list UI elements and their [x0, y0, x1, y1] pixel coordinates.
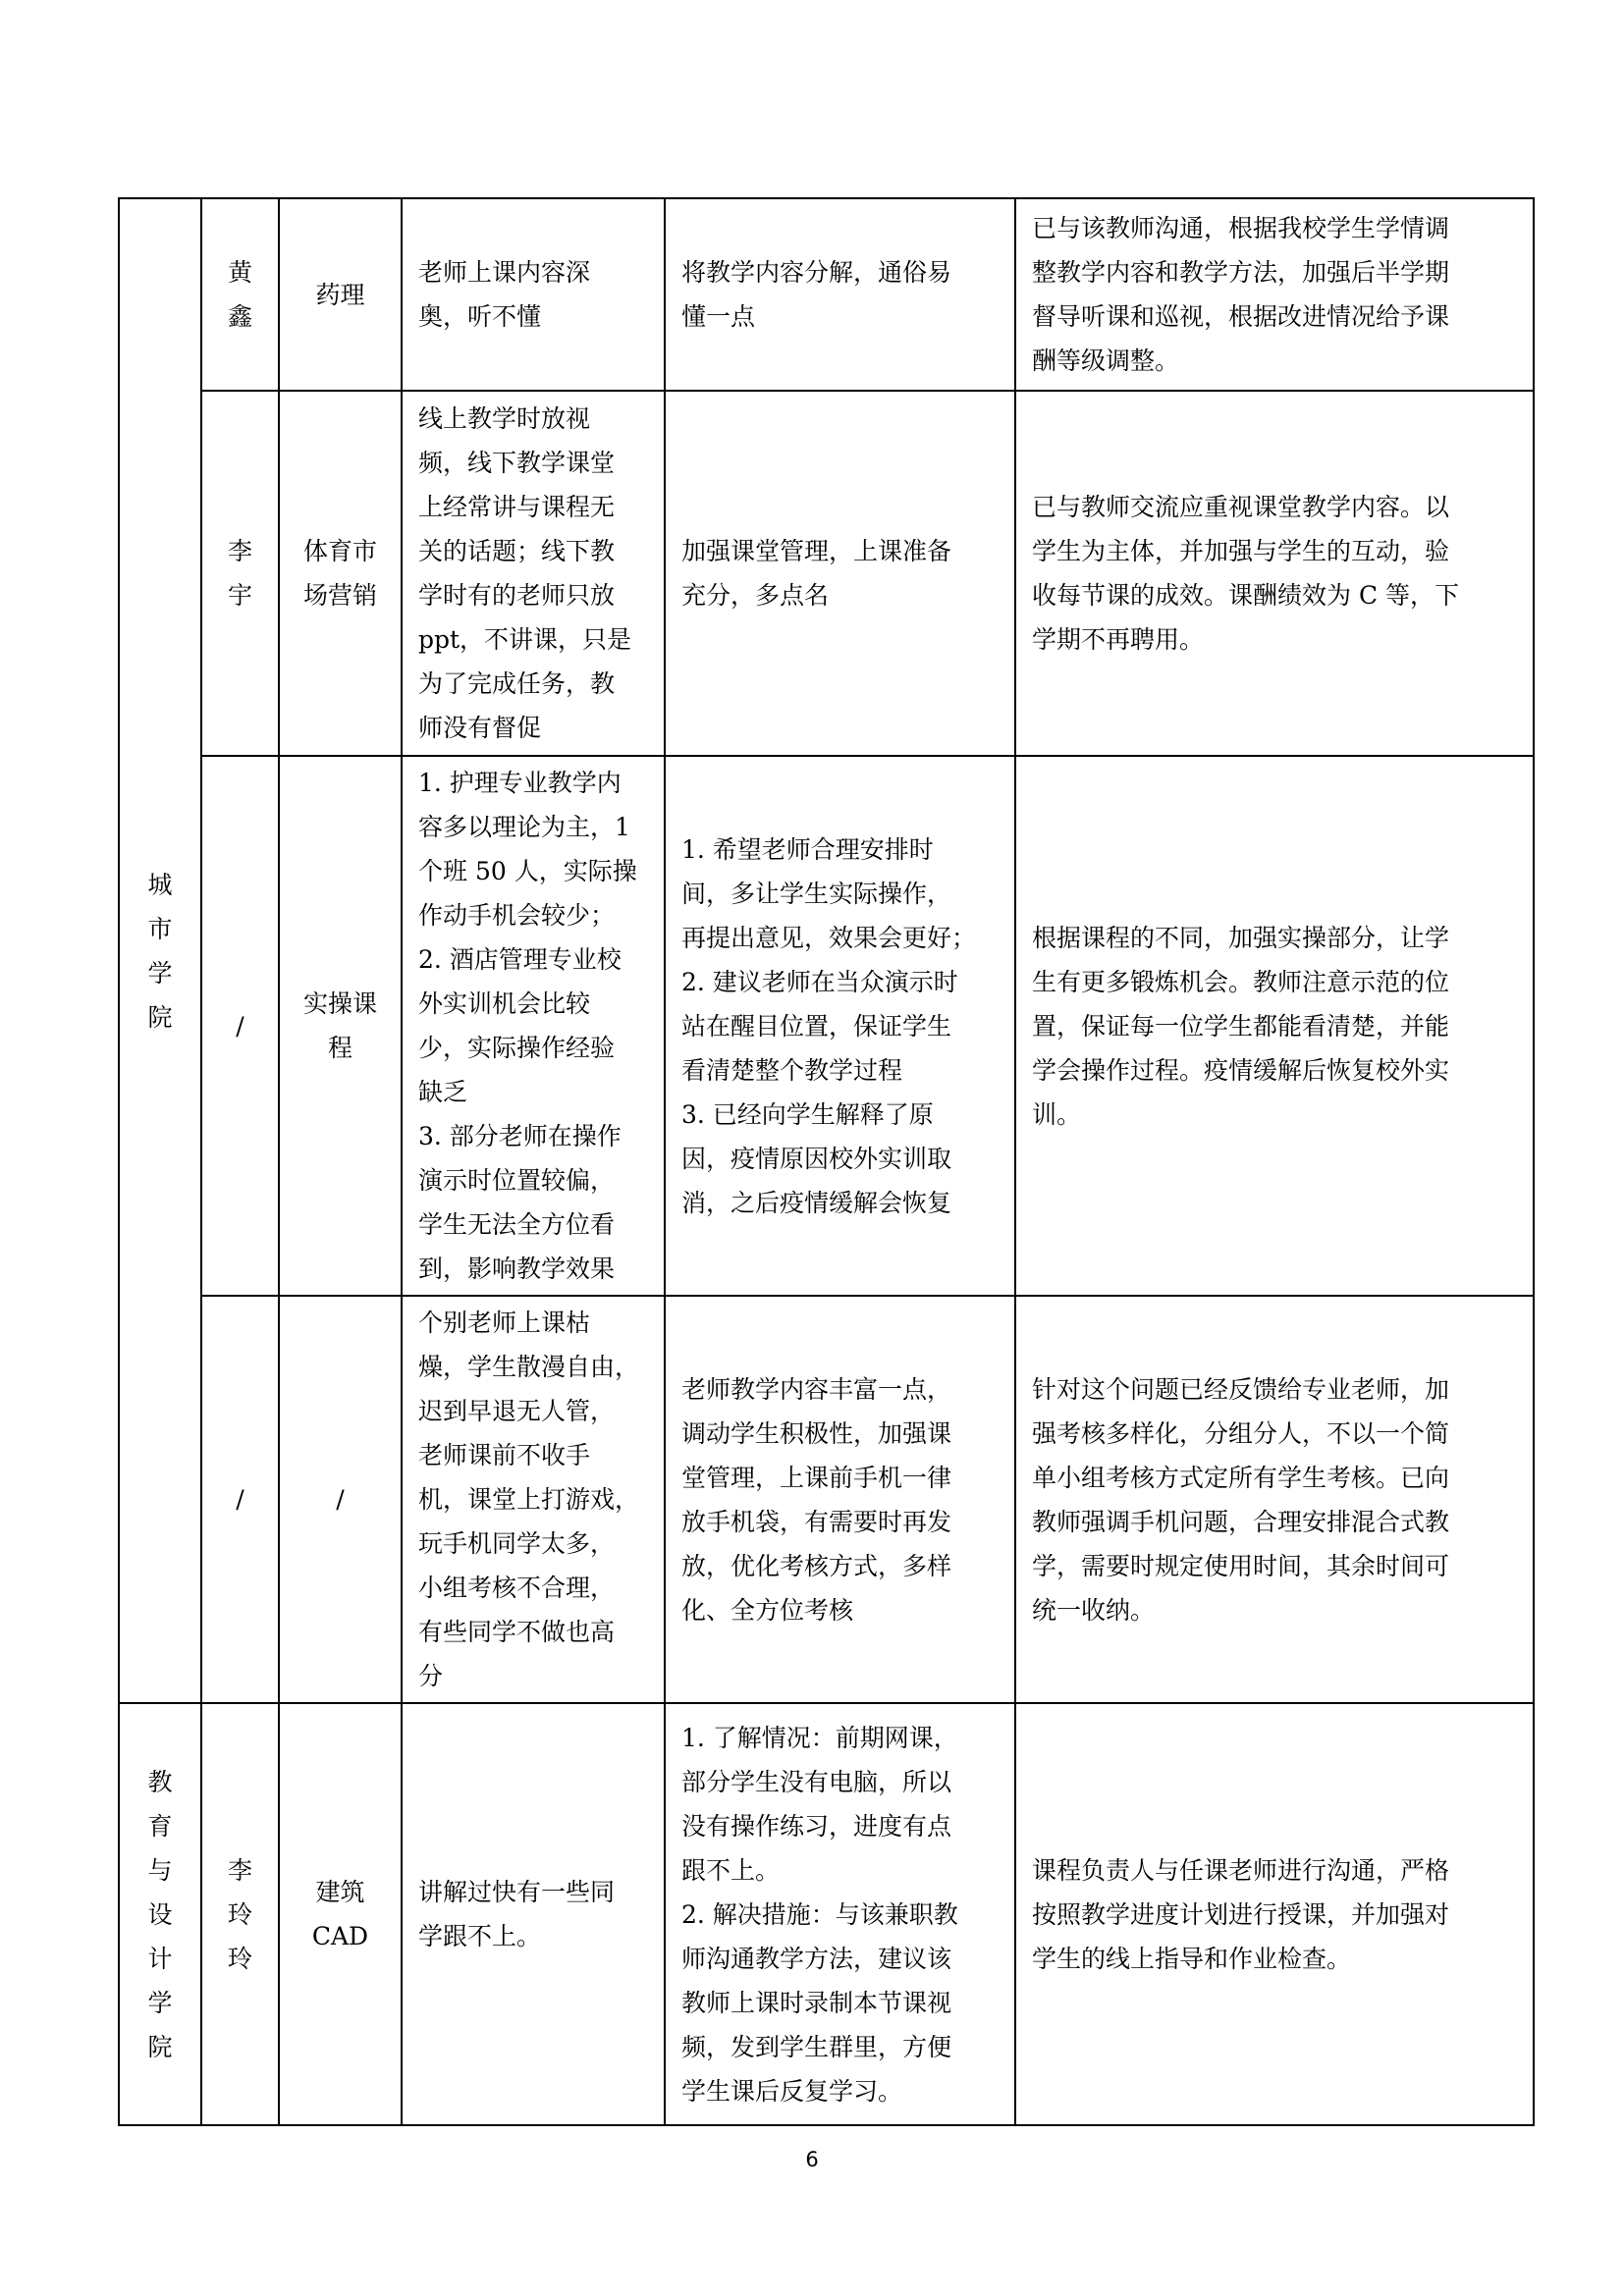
handling-text: 课程负责人与任课老师进行沟通，严格 按照教学进度计划进行授课，并加强对 学生的线上指导和作业检查。: [1032, 1855, 1450, 1973]
handling-text: 针对这个问题已经反馈给专业老师，加 强考核多样化，分组分人，不以一个简 单小组考核方式定所有学生考核。已向 教师强调手机问题，合理安排混合式教 学，需要时规定使用时间，其余时间可 统一收纳。: [1032, 1374, 1450, 1625]
course-cell: [279, 1296, 402, 1703]
teacher-cell: [201, 198, 279, 391]
handling-text: 已与教师交流应重视课堂教学内容。以 学生为主体，并加强与学生的互动，验 收每节课的成效。课酬绩效为 C 等，下 学期不再聘用。: [1032, 493, 1460, 654]
course-name: 建筑 CAD: [311, 1878, 369, 1950]
table-row: [119, 1703, 1534, 2125]
handling-text: 根据课程的不同，加强实操部分，让学 生有更多锻炼机会。教师注意示范的位 置，保证每一位学生都能看清楚，并能 学会操作过程。疫情缓解后恢复校外实 训。: [1032, 923, 1450, 1129]
teacher-cell: [201, 756, 279, 1296]
suggestion-text: 1. 希望老师合理安排时 间，多让学生实际操作， 再提出意见，效果会更好； 2. 建议老师在当众演示时 站在醒目位置，保证学生 看清楚整个教学过程 3. 已经向学生解释了原 因，疫情原因校外实训取 消，之后疫情缓解会恢复: [681, 834, 977, 1217]
suggestion-text: 加强课堂管理，上课准备 充分，多点名: [681, 537, 952, 610]
handling-text: 已与该教师沟通，根据我校学生学情调 整教学内容和教学方法，加强后半学期 督导听课和巡视，根据改进情况给予课 酬等级调整。: [1032, 214, 1450, 375]
course-name: 药理: [315, 280, 365, 309]
suggestion-cell: [665, 391, 1015, 756]
suggestion-text: 老师教学内容丰富一点， 调动学生积极性，加强课 堂管理，上课前手机一律 放手机袋，有需要时再发 放，优化考核方式，多样 化、全方位考核: [681, 1374, 952, 1625]
table-row: [119, 391, 1534, 756]
course-cell: [279, 391, 402, 756]
problem-text: 1. 护理专业教学内 容多以理论为主，1 个班 50 人，实际操 作动手机会较少； 2. 酒店管理专业校 外实训机会比较 少，实际操作经验 缺乏 3. 部分老师在操作 演示时位置较偏， 学生无法全方位看 到，影响教学效果: [418, 769, 637, 1283]
feedback-table: [118, 197, 1535, 2126]
suggestion-cell: [665, 198, 1015, 391]
teacher-name: /: [236, 1011, 244, 1041]
course-name: 体育市 场营销: [302, 537, 377, 610]
course-name: /: [336, 1485, 345, 1514]
course-name: 实操课 程: [302, 989, 377, 1062]
teacher-name: /: [236, 1485, 244, 1514]
problem-cell: [402, 198, 665, 391]
problem-text: 讲解过快有一些同 学跟不上。: [418, 1878, 616, 1950]
suggestion-cell: [665, 1703, 1015, 2125]
college-name: 城 市 学 院: [147, 870, 173, 1032]
problem-cell: [402, 391, 665, 756]
handling-cell: [1015, 391, 1534, 756]
table-row: [119, 198, 1534, 391]
college-cell: [119, 198, 201, 1703]
teacher-cell: [201, 1296, 279, 1703]
problem-cell: [402, 756, 665, 1296]
teacher-name: 李 玲 玲: [227, 1855, 252, 1973]
page-number: 6: [805, 2148, 819, 2171]
college-cell: [119, 1703, 201, 2125]
teacher-name: 黄 鑫: [227, 258, 252, 331]
problem-cell: [402, 1296, 665, 1703]
suggestion-cell: [665, 1296, 1015, 1703]
table-row: [119, 1296, 1534, 1703]
suggestion-cell: [665, 756, 1015, 1296]
course-cell: [279, 198, 402, 391]
problem-text: 老师上课内容深 奥，听不懂: [418, 258, 591, 331]
teacher-cell: [201, 391, 279, 756]
course-cell: [279, 756, 402, 1296]
suggestion-text: 将教学内容分解，通俗易 懂一点: [681, 258, 952, 331]
problem-text: 线上教学时放视 频，线下教学课堂 上经常讲与课程无 关的话题；线下教 学时有的老师只放 ppt，不讲课，只是 为了完成任务，教 师没有督促: [418, 404, 632, 742]
teacher-cell: [201, 1703, 279, 2125]
handling-cell: [1015, 1703, 1534, 2125]
table-row: [119, 756, 1534, 1296]
teacher-name: 李 宇: [227, 537, 252, 610]
course-cell: [279, 1703, 402, 2125]
handling-cell: [1015, 1296, 1534, 1703]
handling-cell: [1015, 756, 1534, 1296]
suggestion-text: 1. 了解情况：前期网课， 部分学生没有电脑，所以 没有操作练习，进度有点 跟不上。 2. 解决措施：与该兼职教 师沟通教学方法，建议该 教师上课时录制本节课视 频，发到学生群里，方便 学生课后反复学习。: [681, 1723, 958, 2106]
problem-cell: [402, 1703, 665, 2125]
college-name: 教 育 与 设 计 学 院: [147, 1767, 173, 2061]
problem-text: 个别老师上课枯 燥，学生散漫自由， 迟到早退无人管， 老师课前不收手 机，课堂上打游戏， 玩手机同学太多， 小组考核不合理， 有些同学不做也高 分: [418, 1308, 640, 1690]
handling-cell: [1015, 198, 1534, 391]
